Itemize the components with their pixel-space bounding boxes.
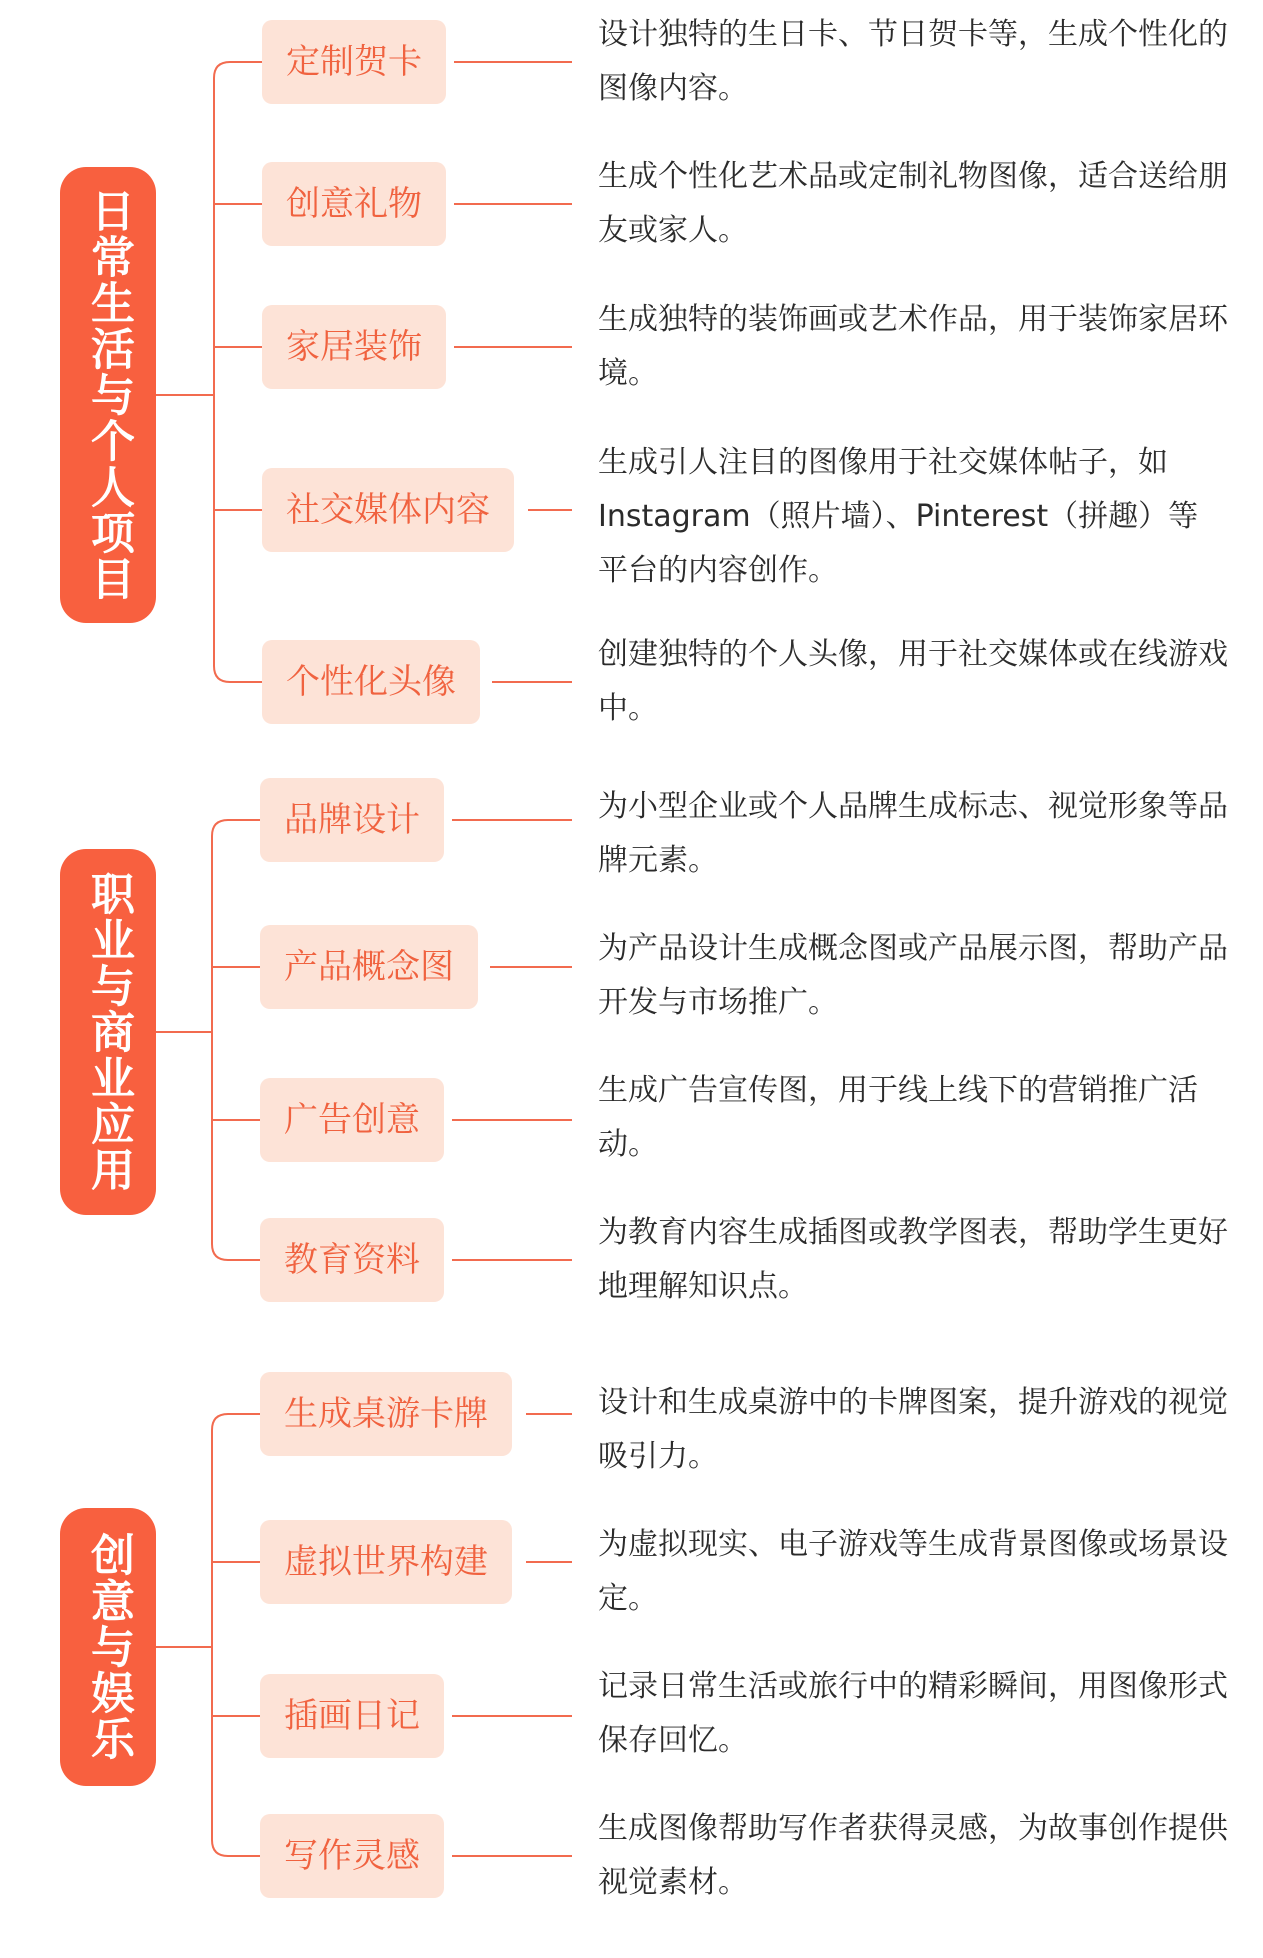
item-label: 品牌设计 [284,800,420,840]
item-virtual-world [260,1520,512,1604]
item-label: 虚拟世界构建 [284,1542,488,1582]
item-writing-inspiration [260,1814,444,1898]
item-illustrated-diary [260,1674,444,1758]
category-label: 日常生活与个人项目 [83,188,134,602]
item-product-concept [260,925,478,1009]
description-illustrated-diary: 记录日常生活或旅行中的精彩瞬间，用图像形式保存回忆。 [598,1669,1228,1758]
connector-branch [212,1244,260,1260]
description-education-materials: 为教育内容生成插图或教学图表，帮助学生更好地理解知识点。 [598,1215,1228,1304]
description-ad-creative: 生成广告宣传图，用于线上线下的营销推广活动。 [598,1073,1198,1162]
connector-branch [214,666,262,682]
description-creative-gifts: 生成个性化艺术品或定制礼物图像，适合送给朋友或家人。 [598,159,1228,248]
connector-branch [212,1414,260,1430]
connector-branch [212,1840,260,1856]
item-label: 插画日记 [284,1696,420,1736]
item-personalized-avatar [262,640,480,724]
description-social-media-content: 生成引人注目的图像用于社交媒体帖子，如Instagram（照片墙）、Pinterest（拼趣）等平台的内容创作。 [598,445,1199,588]
item-label: 定制贺卡 [286,42,422,82]
category-professional-business [60,849,156,1215]
category-label: 创意与娱乐 [83,1532,134,1762]
item-label: 生成桌游卡牌 [284,1394,488,1434]
item-home-decor [262,305,446,389]
item-label: 家居装饰 [286,327,422,367]
item-label: 创意礼物 [286,184,422,224]
item-brand-design [260,778,444,862]
item-custom-cards [262,20,446,104]
connector-branch [214,62,262,78]
item-social-media-content [262,468,514,552]
item-label: 产品概念图 [284,947,454,987]
item-label: 社交媒体内容 [286,490,490,530]
description-writing-inspiration: 生成图像帮助写作者获得灵感，为故事创作提供视觉素材。 [598,1811,1228,1900]
category-label: 职业与商业应用 [83,871,134,1193]
category-daily-life [60,167,156,623]
item-education-materials [260,1218,444,1302]
item-ad-creative [260,1078,444,1162]
description-virtual-world: 为虚拟现实、电子游戏等生成背景图像或场景设定。 [598,1527,1228,1616]
description-board-game-cards: 设计和生成桌游中的卡牌图案，提升游戏的视觉吸引力。 [598,1385,1228,1474]
description-brand-design: 为小型企业或个人品牌生成标志、视觉形象等品牌元素。 [598,789,1228,878]
description-custom-cards: 设计独特的生日卡、节日贺卡等，生成个性化的图像内容。 [598,17,1228,106]
item-label: 个性化头像 [286,662,456,702]
description-personalized-avatar: 创建独特的个人头像，用于社交媒体或在线游戏中。 [598,637,1228,726]
item-label: 广告创意 [284,1100,420,1140]
category-creative-entertainment [60,1508,156,1786]
item-creative-gifts [262,162,446,246]
connector-branch [212,820,260,836]
description-home-decor: 生成独特的装饰画或艺术作品，用于装饰家居环境。 [598,302,1228,391]
item-label: 教育资料 [284,1240,420,1280]
description-product-concept: 为产品设计生成概念图或产品展示图，帮助产品开发与市场推广。 [598,931,1228,1020]
item-board-game-cards [260,1372,512,1456]
item-label: 写作灵感 [284,1836,420,1876]
